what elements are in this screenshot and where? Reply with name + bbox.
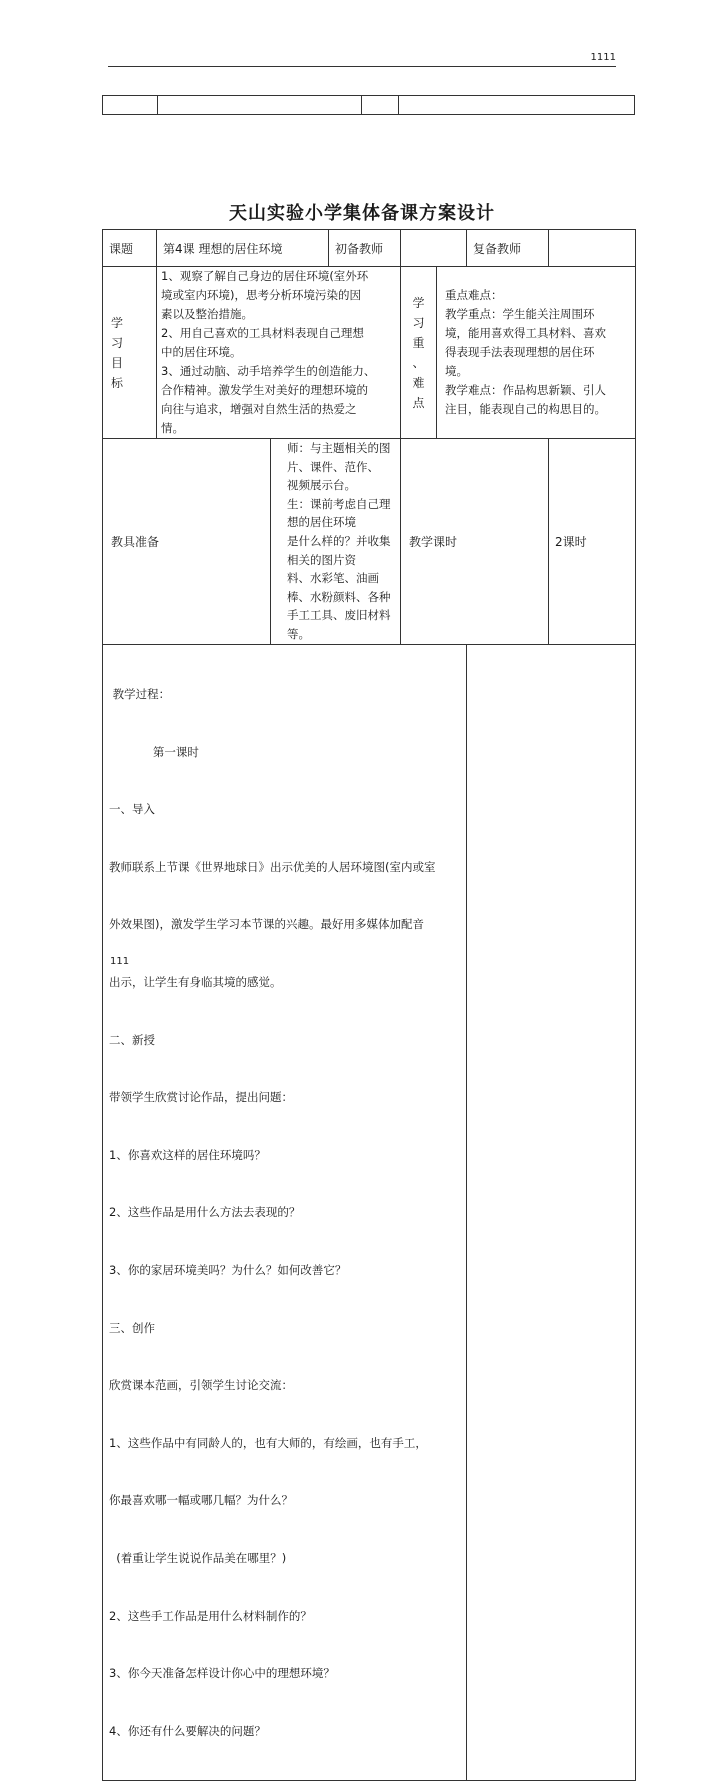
prep-line: 手工工具、废旧材料等。 (287, 608, 391, 641)
key-points-label-char: 习 (412, 315, 425, 330)
process-line: 1、这些作品中有同龄人的，也有大师的，有绘画，也有手工， (109, 1435, 427, 1450)
process-line: 2、这些手工作品是用什么材料制作的？ (109, 1608, 312, 1623)
top-empty-cell-2 (158, 96, 362, 115)
prep-label: 教具准备 (103, 439, 271, 645)
process-line: 外效果图)，激发学生学习本节课的兴趣。最好用多媒体加配音 (109, 917, 424, 932)
objective-line: 境或室内环境)，思考分析环境污染的因 (161, 288, 361, 302)
key-points-label-char: 、 (412, 355, 425, 370)
key-points-content (437, 267, 636, 439)
objectives-label-char: 目 (111, 355, 124, 370)
objective-line: 中的居住环境。 (161, 345, 242, 359)
key-points-label-char: 点 (412, 395, 425, 410)
objectives-label (103, 267, 157, 439)
key-point-line: 重点难点： (445, 288, 503, 302)
process-line: 第一课时 (109, 744, 199, 759)
hours-value: 2课时 (549, 439, 636, 645)
process-line: 教学过程： (109, 686, 171, 701)
process-line: 出示，让学生有身临其境的感觉。 (109, 974, 282, 989)
page-title: 天山实验小学集体备课方案设计 (229, 203, 495, 224)
initial-teacher-label: 初备教师 (329, 230, 401, 267)
topic-label: 课题 (103, 230, 157, 267)
objectives-row (103, 267, 636, 439)
key-point-line: 境，能用喜欢得工具材料、喜欢 (445, 326, 607, 340)
process-line: 教师联系上节课《世界地球日》出示优美的人居环境图(室内或室 (109, 859, 436, 874)
process-line: 一、导入 (109, 802, 155, 817)
top-empty-cell-4 (399, 96, 635, 115)
key-point-line: 教学难点：作品构思新颖、引人 (445, 383, 607, 397)
prep-row (103, 439, 636, 645)
lesson-plan-table (102, 229, 636, 1781)
process-line: 三、创作 (109, 1320, 155, 1335)
top-empty-cell-3 (362, 96, 399, 115)
topic-row (103, 230, 636, 267)
key-points-label-char: 学 (412, 295, 425, 310)
objectives-label-char: 习 (111, 335, 124, 350)
review-teacher-value (549, 230, 636, 267)
objectives-label-char: 标 (111, 375, 124, 390)
key-point-line: 得表现手法表现理想的居住环 (445, 345, 595, 359)
process-content (103, 644, 467, 1780)
objective-line: 3、通过动脑、动手培养学生的创造能力、 (161, 364, 376, 378)
objective-line: 1、观察了解自己身边的居住环境(室外环 (161, 269, 369, 283)
key-point-line: 境。 (445, 364, 469, 378)
process-line: 带领学生欣赏讨论作品，提出问题： (109, 1090, 293, 1105)
process-line: 3、你今天准备怎样设计你心中的理想环境？ (109, 1666, 335, 1681)
prep-content (271, 439, 401, 645)
process-notes-cell (467, 644, 636, 1780)
footer-page-number: 111 (110, 956, 130, 967)
objectives-content (157, 267, 401, 439)
prep-line: 师：与主题相关的图片、课件、范作、 (287, 441, 391, 474)
objective-line: 2、用自己喜欢的工具材料表现自己理想 (161, 326, 364, 340)
process-line: 4、你还有什么要解决的问题？ (109, 1723, 266, 1738)
process-line: 2、这些作品是用什么方法去表现的？ (109, 1205, 301, 1220)
top-empty-cell-1 (103, 96, 158, 115)
prep-line: 视频展示台。 (287, 478, 356, 493)
hours-label: 教学课时 (401, 439, 549, 645)
key-points-label (401, 267, 437, 439)
key-points-label-char: 重 (412, 335, 425, 350)
review-teacher-label: 复备教师 (467, 230, 549, 267)
prep-line: 是什么样的？并收集相关的图片资 (287, 533, 391, 567)
objective-line: 情。 (161, 421, 184, 435)
top-empty-table (102, 95, 635, 115)
objective-line: 合作精神。激发学生对美好的理想环境的 (161, 383, 368, 397)
objective-line: 向往与追求，增强对自然生活的热爱之 (161, 402, 357, 416)
objective-line: 素以及整治措施。 (161, 307, 253, 321)
key-points-label-char: 难 (412, 375, 425, 390)
process-row (103, 644, 636, 1780)
prep-line: 生：课前考虑自己理想的居住环境 (287, 496, 391, 530)
key-point-line: 教学重点：学生能关注周围环 (445, 307, 595, 321)
process-line: 欣赏课本范画，引领学生讨论交流： (109, 1378, 293, 1393)
process-line: 二、新授 (109, 1032, 155, 1047)
process-line: (着重让学生说说作品美在哪里？) (109, 1551, 287, 1566)
initial-teacher-value (401, 230, 467, 267)
prep-line: 料、水彩笔、油画棒、水粉颜料、各种 (287, 571, 391, 604)
process-line: 1、你喜欢这样的居住环境吗？ (109, 1147, 266, 1162)
key-point-line: 注目，能表现自己的构思目的。 (445, 402, 607, 416)
process-line: 你最喜欢哪一幅或哪几幅？为什么？ (109, 1493, 293, 1508)
topic-value: 第4课 理想的居住环境 (157, 230, 329, 267)
objectives-label-char: 学 (111, 315, 124, 330)
process-line: 3、你的家居环境美吗？为什么？如何改善它？ (109, 1263, 347, 1278)
header-rule (108, 66, 616, 67)
header-page-number: 1111 (590, 52, 616, 63)
